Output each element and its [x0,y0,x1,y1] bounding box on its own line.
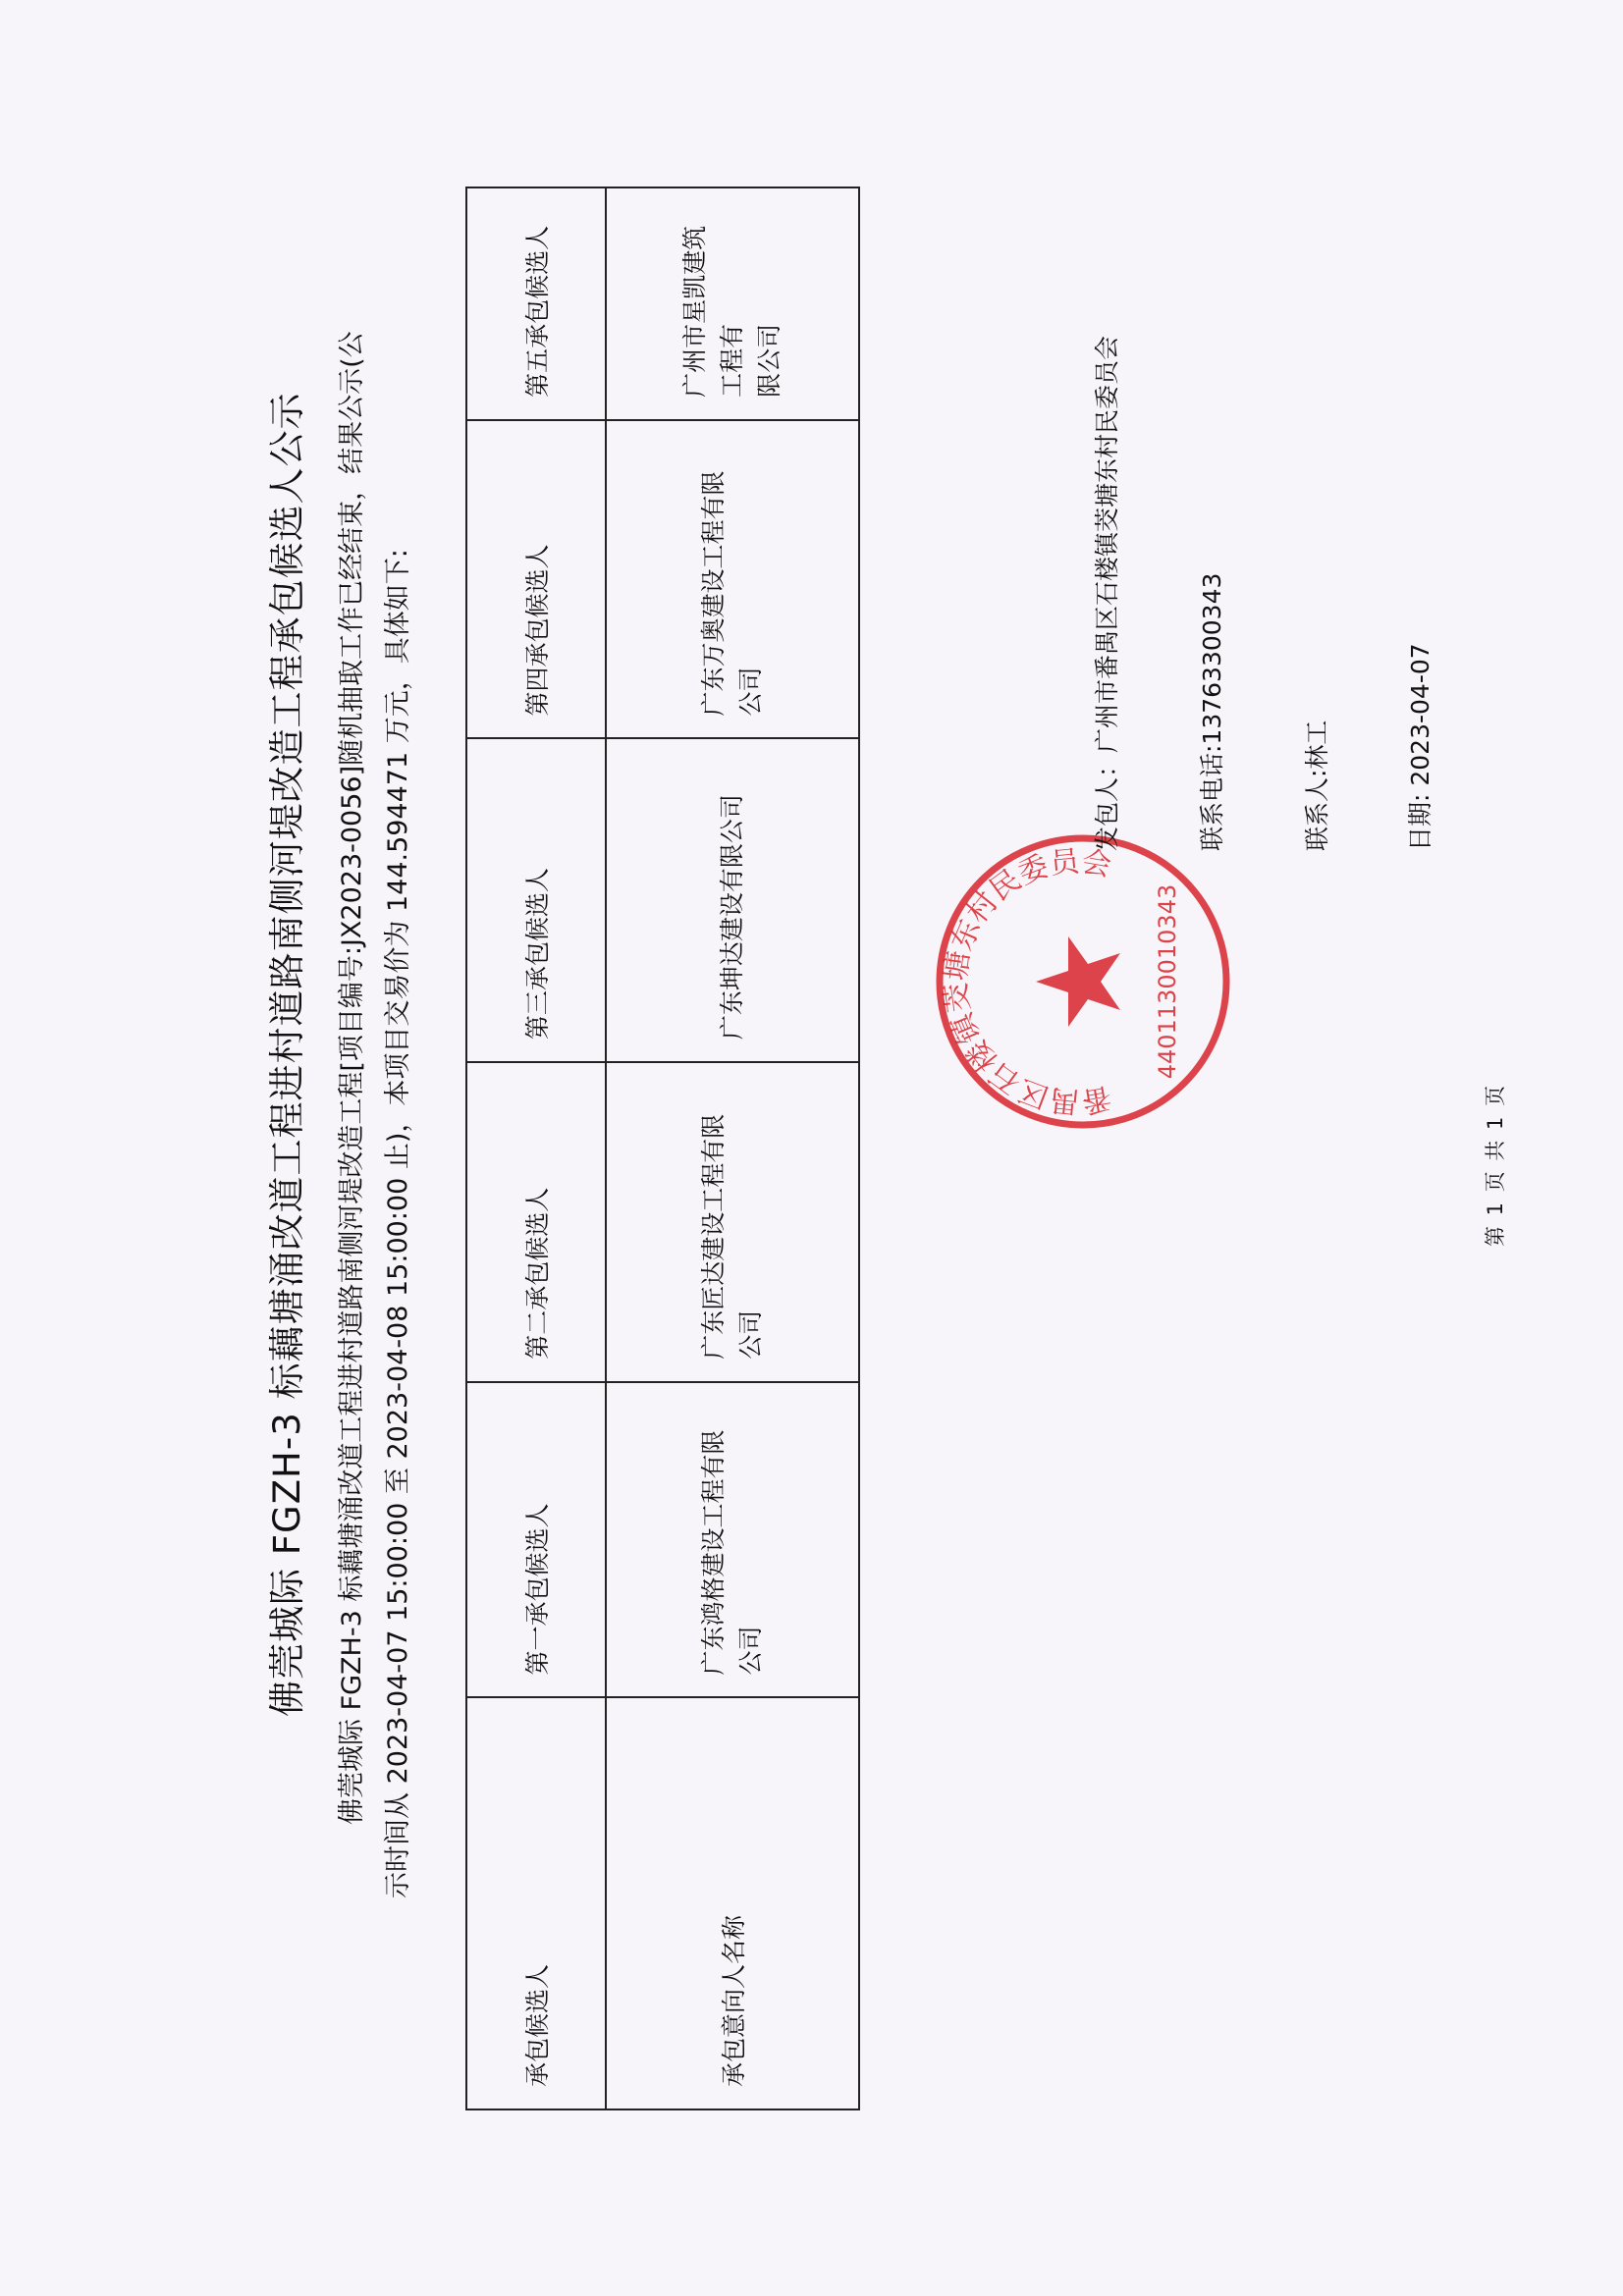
table-row-names [606,187,859,2109]
candidate-table [465,187,860,2110]
page-title: 佛莞城际 FGZH-3 标藕塘涌改道工程进村道路南侧河堤改造工程承包候选人公示 [266,392,308,1717]
header-fourth-candidate: 第四承包候选人 [466,420,606,739]
cell-first-company [606,1382,859,1698]
company-name-line1: 广东坤达建设有限公司 [718,794,746,1041]
company-name-line2: 公司 [736,667,765,717]
company-name-line2: 公司 [736,1309,765,1360]
row-label-company: 承包意向人名称 [606,1697,859,2109]
header-fifth-candidate: 第五承包候选人 [466,187,606,420]
cell-third-company [606,738,859,1062]
cell-fourth-company [606,420,859,739]
phone-line: 联系电话:13763300343 [1198,572,1226,851]
company-name-line1: 广东万奥建设工程有限 [699,470,728,717]
company-name-line1: 广州市星凯建筑工程有 [680,225,746,398]
company-name-line2: 公司 [736,1626,765,1676]
table-row-header [466,187,606,2109]
intro-line-2: 示时间从 2023-04-07 15:00:00 至 2023-04-08 15:00:00 止)，本项目交易价为 144.594471 万元，具体如下: [383,549,413,1898]
date-line: 日期: 2023-04-07 [1406,643,1434,851]
svg-text:番禺区石楼镇茭塘东村民委员会: 番禺区石楼镇茭塘东村民委员会 [939,844,1114,1119]
header-first-candidate: 第一承包候选人 [466,1382,606,1698]
official-seal-icon [930,828,1236,1135]
header-second-candidate: 第二承包候选人 [466,1062,606,1382]
contact-line: 联系人:林工 [1303,720,1331,851]
cell-second-company [606,1062,859,1382]
intro-line-1: 佛莞城际 FGZH-3 标藕塘涌改道工程进村道路南侧河堤改造工程[项目编号:JX2023-0056]随机抽取工作已经结束，结果公示(公 [337,331,367,1825]
company-name-line1: 广东鸿格建设工程有限 [699,1429,728,1676]
issuer-line: 发包人：广州市番禺区石楼镇茭塘东村民委员会 [1093,335,1121,851]
page-footer: 第 1 页 共 1 页 [1484,1083,1507,1247]
row-label-candidate: 承包候选人 [466,1697,606,2109]
header-third-candidate: 第三承包候选人 [466,738,606,1062]
company-name-line1: 广东匠达建设工程有限 [699,1113,728,1360]
company-name-line2: 限公司 [755,323,784,398]
svg-text:4401130010343: 4401130010343 [1154,883,1181,1080]
cell-fifth-company [606,187,859,420]
